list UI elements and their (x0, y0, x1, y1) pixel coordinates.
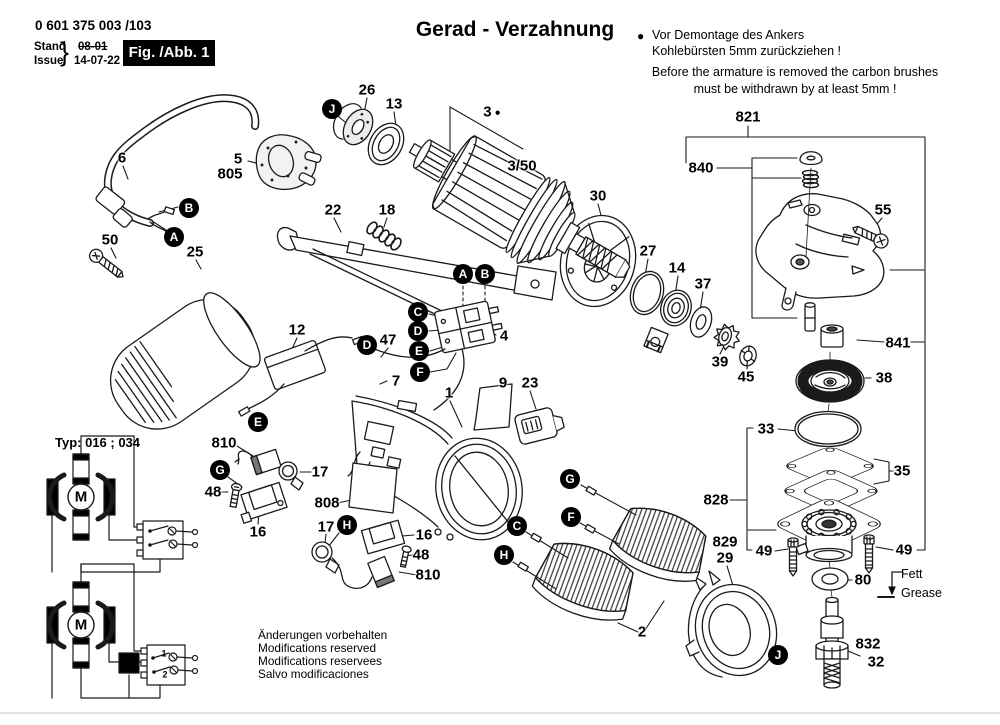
gear-housing-821 (756, 168, 884, 310)
note-line-de: Änderungen vorbehalten (258, 628, 388, 642)
key-block (644, 327, 668, 352)
callout-17: 17 (311, 463, 329, 481)
schematic-text-1: 1 (161, 648, 167, 659)
letter-callout-J: J (322, 99, 342, 119)
pinion-39 (711, 321, 743, 353)
callout-7: 7 (391, 372, 401, 390)
notice-en-line2: must be withdrawn by at least 5mm ! (693, 81, 897, 96)
part-number: 0 601 375 003 /103 (35, 18, 152, 33)
stand-issue-brace: } (60, 37, 70, 67)
letter-callout-E: E (248, 412, 268, 432)
callout-3-50: 3/50 (507, 157, 537, 175)
wiring-schematic-1 (47, 436, 198, 572)
callout-810: 810 (211, 434, 237, 452)
callout-23: 23 (521, 374, 539, 392)
wiring-schematic-2 (47, 564, 198, 698)
callout-4: 4 (499, 327, 509, 345)
callout-47: 47 (379, 331, 397, 349)
note-line-es: Salvo modificaciones (258, 667, 369, 681)
callout-3: 3 ● (483, 103, 501, 121)
letter-callout-A: A (164, 227, 184, 247)
callout-821: 821 (735, 108, 761, 126)
letter-callout-B: B (179, 198, 199, 218)
letter-callout-A: A (453, 264, 473, 284)
callout-17: 17 (317, 518, 335, 536)
callout-829: 829 (712, 533, 738, 551)
modification-notes (258, 629, 387, 681)
notice-de-line1: Vor Demontage des Ankers (652, 28, 805, 42)
letter-callout-C: C (408, 302, 428, 322)
callout-6: 6 (117, 149, 127, 167)
callout-828: 828 (703, 491, 729, 509)
callout-32: 32 (867, 653, 885, 671)
callout-37: 37 (694, 275, 712, 293)
stand-label: Stand (34, 41, 66, 53)
callout-808: 808 (314, 494, 340, 512)
cover-cap-840 (800, 152, 822, 165)
callout-80: 80 (854, 571, 872, 589)
callout-16: 16 (249, 523, 267, 541)
callout-35: 35 (893, 462, 911, 480)
callout-26: 26 (358, 81, 376, 99)
pin-840 (805, 303, 815, 331)
issue-date-old: 08-01 (78, 41, 108, 53)
sticker-808 (349, 463, 397, 513)
grease-label-en: Grease (901, 586, 942, 600)
washer-80 (812, 568, 848, 590)
callout-25: 25 (186, 243, 204, 261)
callout-841: 841 (885, 334, 911, 352)
callout-49: 49 (755, 542, 773, 560)
callout-18: 18 (378, 201, 396, 219)
guard-cone-29 (684, 571, 789, 686)
screw-50 (87, 247, 127, 282)
grease-label (901, 565, 942, 603)
lock-washer-45 (737, 344, 758, 368)
callout-16: 16 (415, 526, 433, 544)
spindle-32 (816, 598, 848, 689)
letter-callout-H: H (337, 515, 357, 535)
suppressor-12 (264, 340, 326, 390)
note-line-fr: Modifications reservees (258, 654, 382, 668)
letter-callout-D: D (408, 321, 428, 341)
callout-805: 805 (217, 165, 243, 183)
callout-14: 14 (668, 259, 686, 277)
callout-9: 9 (498, 374, 508, 392)
grease-pointer-icon (878, 572, 903, 597)
bushing-841 (821, 325, 843, 347)
callout-48: 48 (204, 483, 222, 501)
callout-2: 2 (637, 623, 647, 641)
callout-48: 48 (412, 546, 430, 564)
letter-callout-B: B (475, 264, 495, 284)
letter-callout-E: E (409, 341, 429, 361)
mains-plug (256, 135, 321, 190)
callout-dot-icon: ● (494, 107, 501, 119)
callout-12: 12 (288, 321, 306, 339)
letter-callout-G: G (560, 469, 580, 489)
letter-callout-D: D (357, 335, 377, 355)
letter-callout-C: C (507, 516, 527, 536)
callout-39: 39 (711, 353, 729, 371)
letter-callout-H: H (494, 545, 514, 565)
callout-27: 27 (639, 242, 657, 260)
o-ring-33 (795, 412, 861, 447)
callout-45: 45 (737, 368, 755, 386)
schematic-text-M: M (74, 616, 88, 634)
notice-de-line2: Kohlebürsten 5mm zurückziehen ! (652, 44, 841, 58)
field-coils-2 (518, 486, 714, 629)
callout-840: 840 (688, 159, 714, 177)
notice-en-line1: Before the armature is removed the carbon brushes (651, 65, 939, 79)
spring-18 (365, 220, 403, 251)
callout-50: 50 (101, 231, 119, 249)
callout-55: 55 (874, 201, 892, 219)
callout-22: 22 (324, 201, 342, 219)
switch-4 (434, 299, 504, 353)
notice-en (645, 64, 945, 97)
type-label: Typ: 016 ; 034 (55, 435, 141, 450)
callout-810: 810 (415, 566, 441, 584)
schematic-text-M: M (74, 488, 88, 506)
figure-label: Fig. /Abb. 1 (123, 40, 215, 66)
slider-23 (514, 405, 566, 445)
letter-callout-J: J (768, 645, 788, 665)
callout-1: 1 (444, 384, 454, 402)
callout-5: 5 (233, 150, 243, 168)
rear-housing-cover-25 (94, 283, 271, 446)
schematic-text-2: 2 (162, 669, 168, 680)
callout-30: 30 (589, 187, 607, 205)
issue-date-new: 14-07-22 (74, 55, 121, 67)
letter-callout-F: F (561, 507, 581, 527)
letter-callout-F: F (410, 362, 430, 382)
callout-832: 832 (855, 635, 881, 653)
notice-bullet-icon: ● (637, 29, 645, 43)
issue-label: Issue (34, 55, 64, 67)
callout-13: 13 (385, 95, 403, 113)
callout-29: 29 (716, 549, 734, 567)
brush-set-upper (228, 449, 303, 523)
callout-49: 49 (895, 541, 913, 559)
page-title: Gerad - Verzahnung (415, 18, 615, 41)
grease-label-de: Fett (901, 567, 923, 581)
note-line-en: Modifications reserved (258, 641, 377, 655)
callout-33: 33 (757, 420, 775, 438)
callout-38: 38 (875, 369, 893, 387)
letter-callout-G: G (210, 460, 230, 480)
